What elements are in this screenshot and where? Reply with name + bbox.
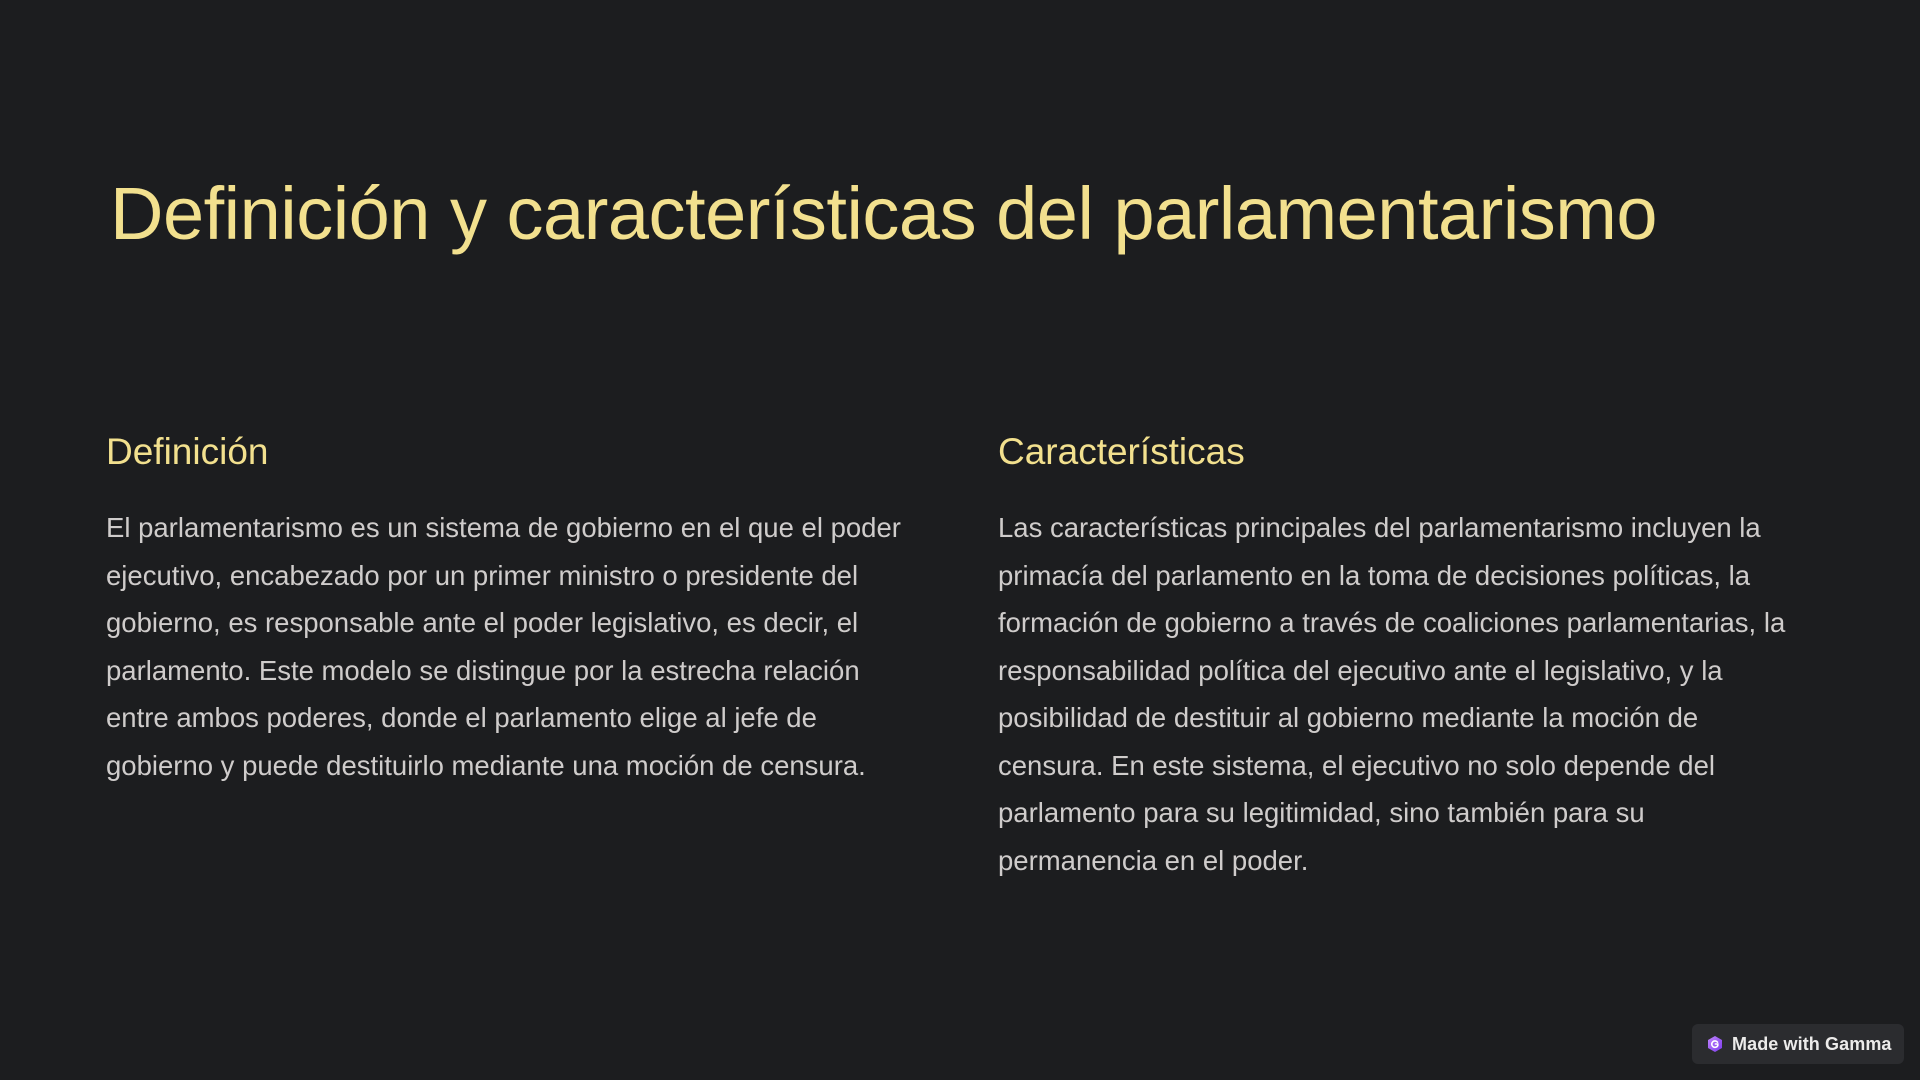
gamma-logo-icon — [1706, 1035, 1724, 1053]
badge-label: Made with Gamma — [1732, 1033, 1892, 1054]
definition-body: El parlamentarismo es un sistema de gobierno en el que el poder ejecutivo, encabezado por un primer ministro o presidente del gobierno, es responsable ante el poder legislativo, es decir, el parlamento. Este modelo se distingue por la estrecha relación entre ambos poderes, donde el parlamento elige al jefe de gobierno y puede destituirlo mediante una moción de censura. — [106, 512, 901, 781]
characteristics-heading: Características — [998, 431, 1245, 472]
slide-title: Definición y características del parlamentarismo — [110, 172, 1658, 255]
definition-heading: Definición — [106, 431, 269, 472]
characteristics-column — [998, 428, 1798, 884]
characteristics-body: Las características principales del parlamentarismo incluyen la primacía del parlamento en la toma de decisiones políticas, la formación de gobierno a través de coaliciones parlamentarias, la responsabilidad política del ejecutivo ante el legislativo, y la posibilidad de destituir al gobierno mediante la moción de censura. En este sistema, el ejecutivo no solo depende del parlamento para su legitimidad, sino también para su permanencia en el poder. — [998, 512, 1786, 876]
made-with-gamma-button[interactable] — [1692, 1024, 1904, 1064]
definition-column — [106, 428, 906, 789]
